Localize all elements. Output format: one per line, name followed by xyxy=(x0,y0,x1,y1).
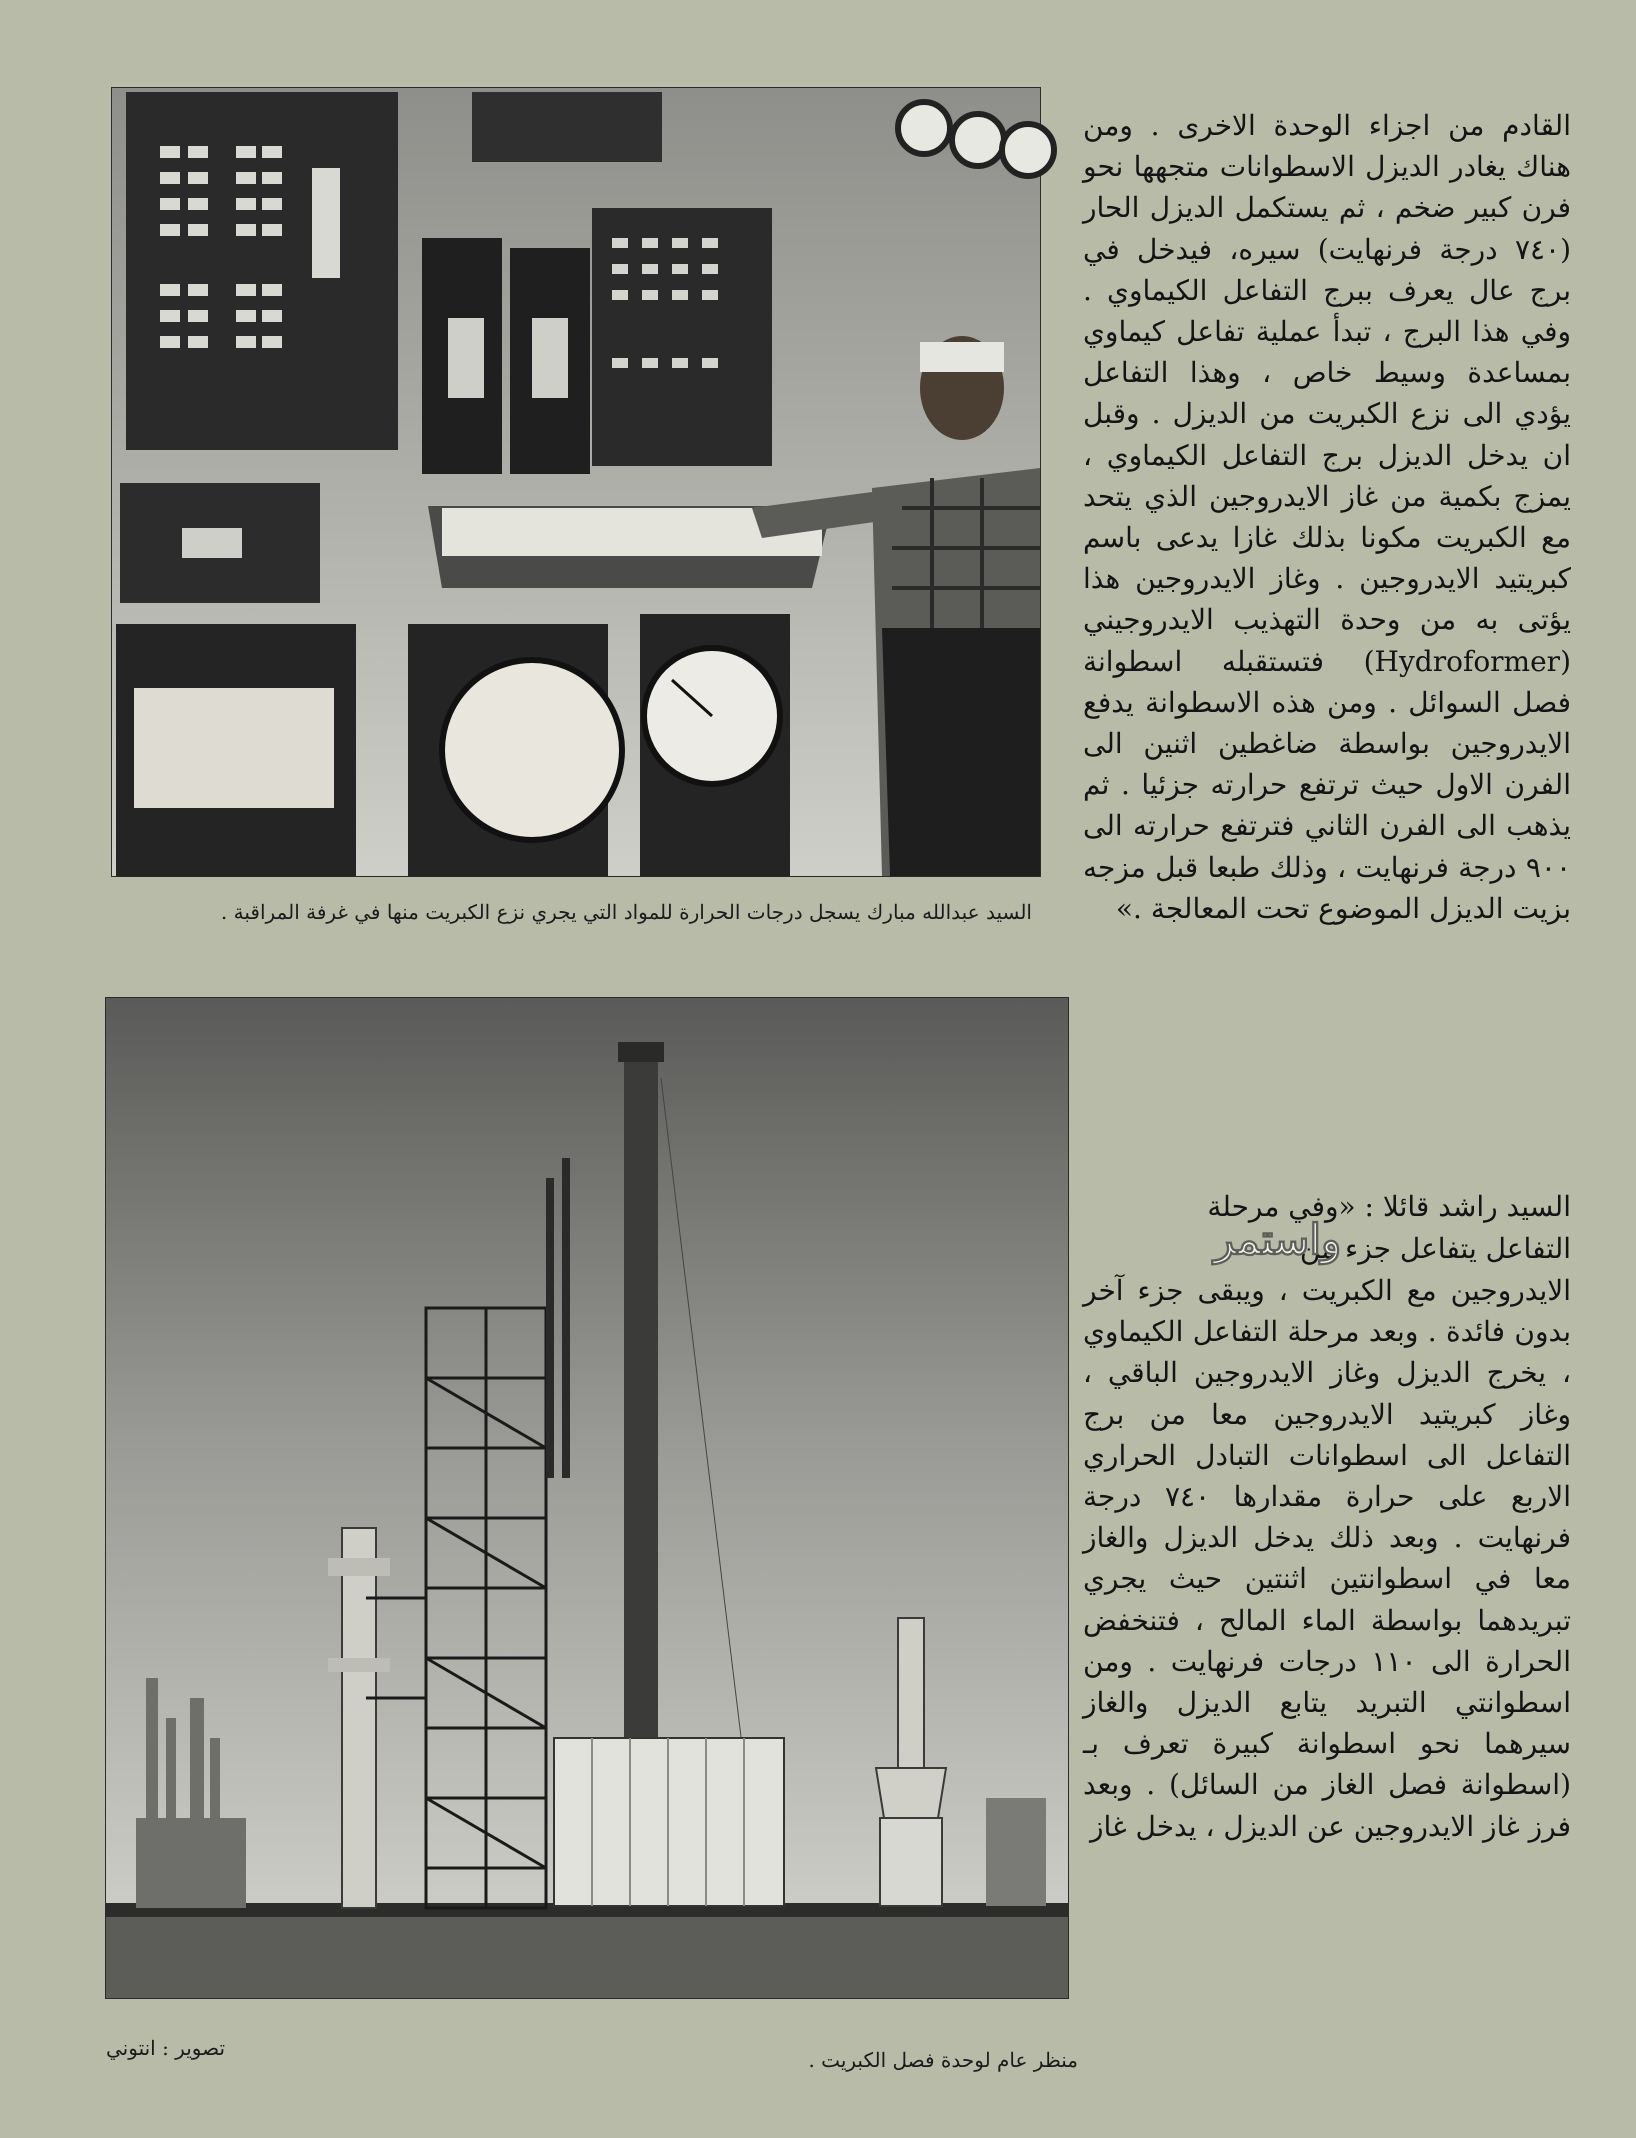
refinery-unit-photo xyxy=(106,998,1068,1998)
control-room-caption: السيد عبدالله مبارك يسجل درجات الحرارة للمواد التي يجري نزع الكبريت منها في غرفة المراقبة . xyxy=(220,900,1032,924)
control-room-photo xyxy=(112,88,1040,876)
article-column-top: القادم من اجزاء الوحدة الاخرى . ومن هناك يغادر الديزل الاسطوانات متجهها نحو فرن كبير ضخم ، ثم يستكمل الديزل الحار (٧٤٠ درجة فرنهايت) سيره، فيدخل في برج عال يعرف ببرج التفاعل الكيماوي . وفي هذا البرج ، تبدأ عملية تفاعل كيماوي بمساعدة وسيط خاص ، وهذا التفاعل يؤدي الى نزع الكبريت من الديزل . وقبل ان يدخل الديزل برج التفاعل الكيماوي ، يمزج بكمية من غاز الايدروجين الذي يتحد مع الكبريت مكونا بذلك غازا يدعى باسم كبريتيد الايدروجين . وغاز الايدروجين هذا يؤتى به من وحدة التهذيب الايدروجيني (Hydroformer) فتستقبله اسطوانة فصل السوائل . ومن هذه الاسطوانة يدفع الايدروجين بواسطة ضاغطين اثنين الى الفرن الاول حيث ترتفع حرارته جزئيا . ثم يذهب الى الفرن الثاني فترتفع حرارته الى ٩٠٠ درجة فرنهايت ، وذلك طبعا قبل مزجه بزيت الديزل الموضوع تحت المعالجة .» xyxy=(1083,109,1571,925)
photo-credit: تصوير : انتوني xyxy=(106,2036,226,2060)
continued-logo xyxy=(1088,1204,1342,1270)
plant-caption: منظر عام لوحدة فصل الكبريت . xyxy=(808,2048,1078,2072)
article-column-bottom: الايدروجين مع الكبريت ، ويبقى جزء آخر بدون فائدة . وبعد مرحلة التفاعل الكيماوي ، يخرج الديزل وغاز الايدروجين الباقي ، وغاز كبريتيد الايدروجين معا من برج التفاعل الى اسطوانات التبادل الحراري الاربع على حرارة مقدارها ٧٤٠ درجة فرنهايت . وبعد ذلك يدخل الديزل والغاز معا في اسطوانتين اثنتين حيث يجري تبريدهما بواسطة الماء المالح ، فتنخفض الحرارة الى ١١٠ درجات فرنهايت . ومن اسطوانتي التبريد يتابع الديزل والغاز سيرهما نحو اسطوانة كبيرة تعرف بـ (اسطوانة فصل الغاز من السائل) . وبعد فرز غاز الايدروجين عن الديزل ، يدخل غاز xyxy=(1083,1274,1571,1843)
continued-logo-text: واستمر xyxy=(1214,1215,1342,1264)
control-room-illustration xyxy=(112,88,1040,876)
section-lead-line-2: التفاعل يتفاعل جزء من xyxy=(1299,1232,1571,1265)
section-lead-line-1: السيد راشد قائلا : «وفي مرحلة xyxy=(1207,1190,1571,1223)
refinery-illustration xyxy=(106,998,1068,1998)
